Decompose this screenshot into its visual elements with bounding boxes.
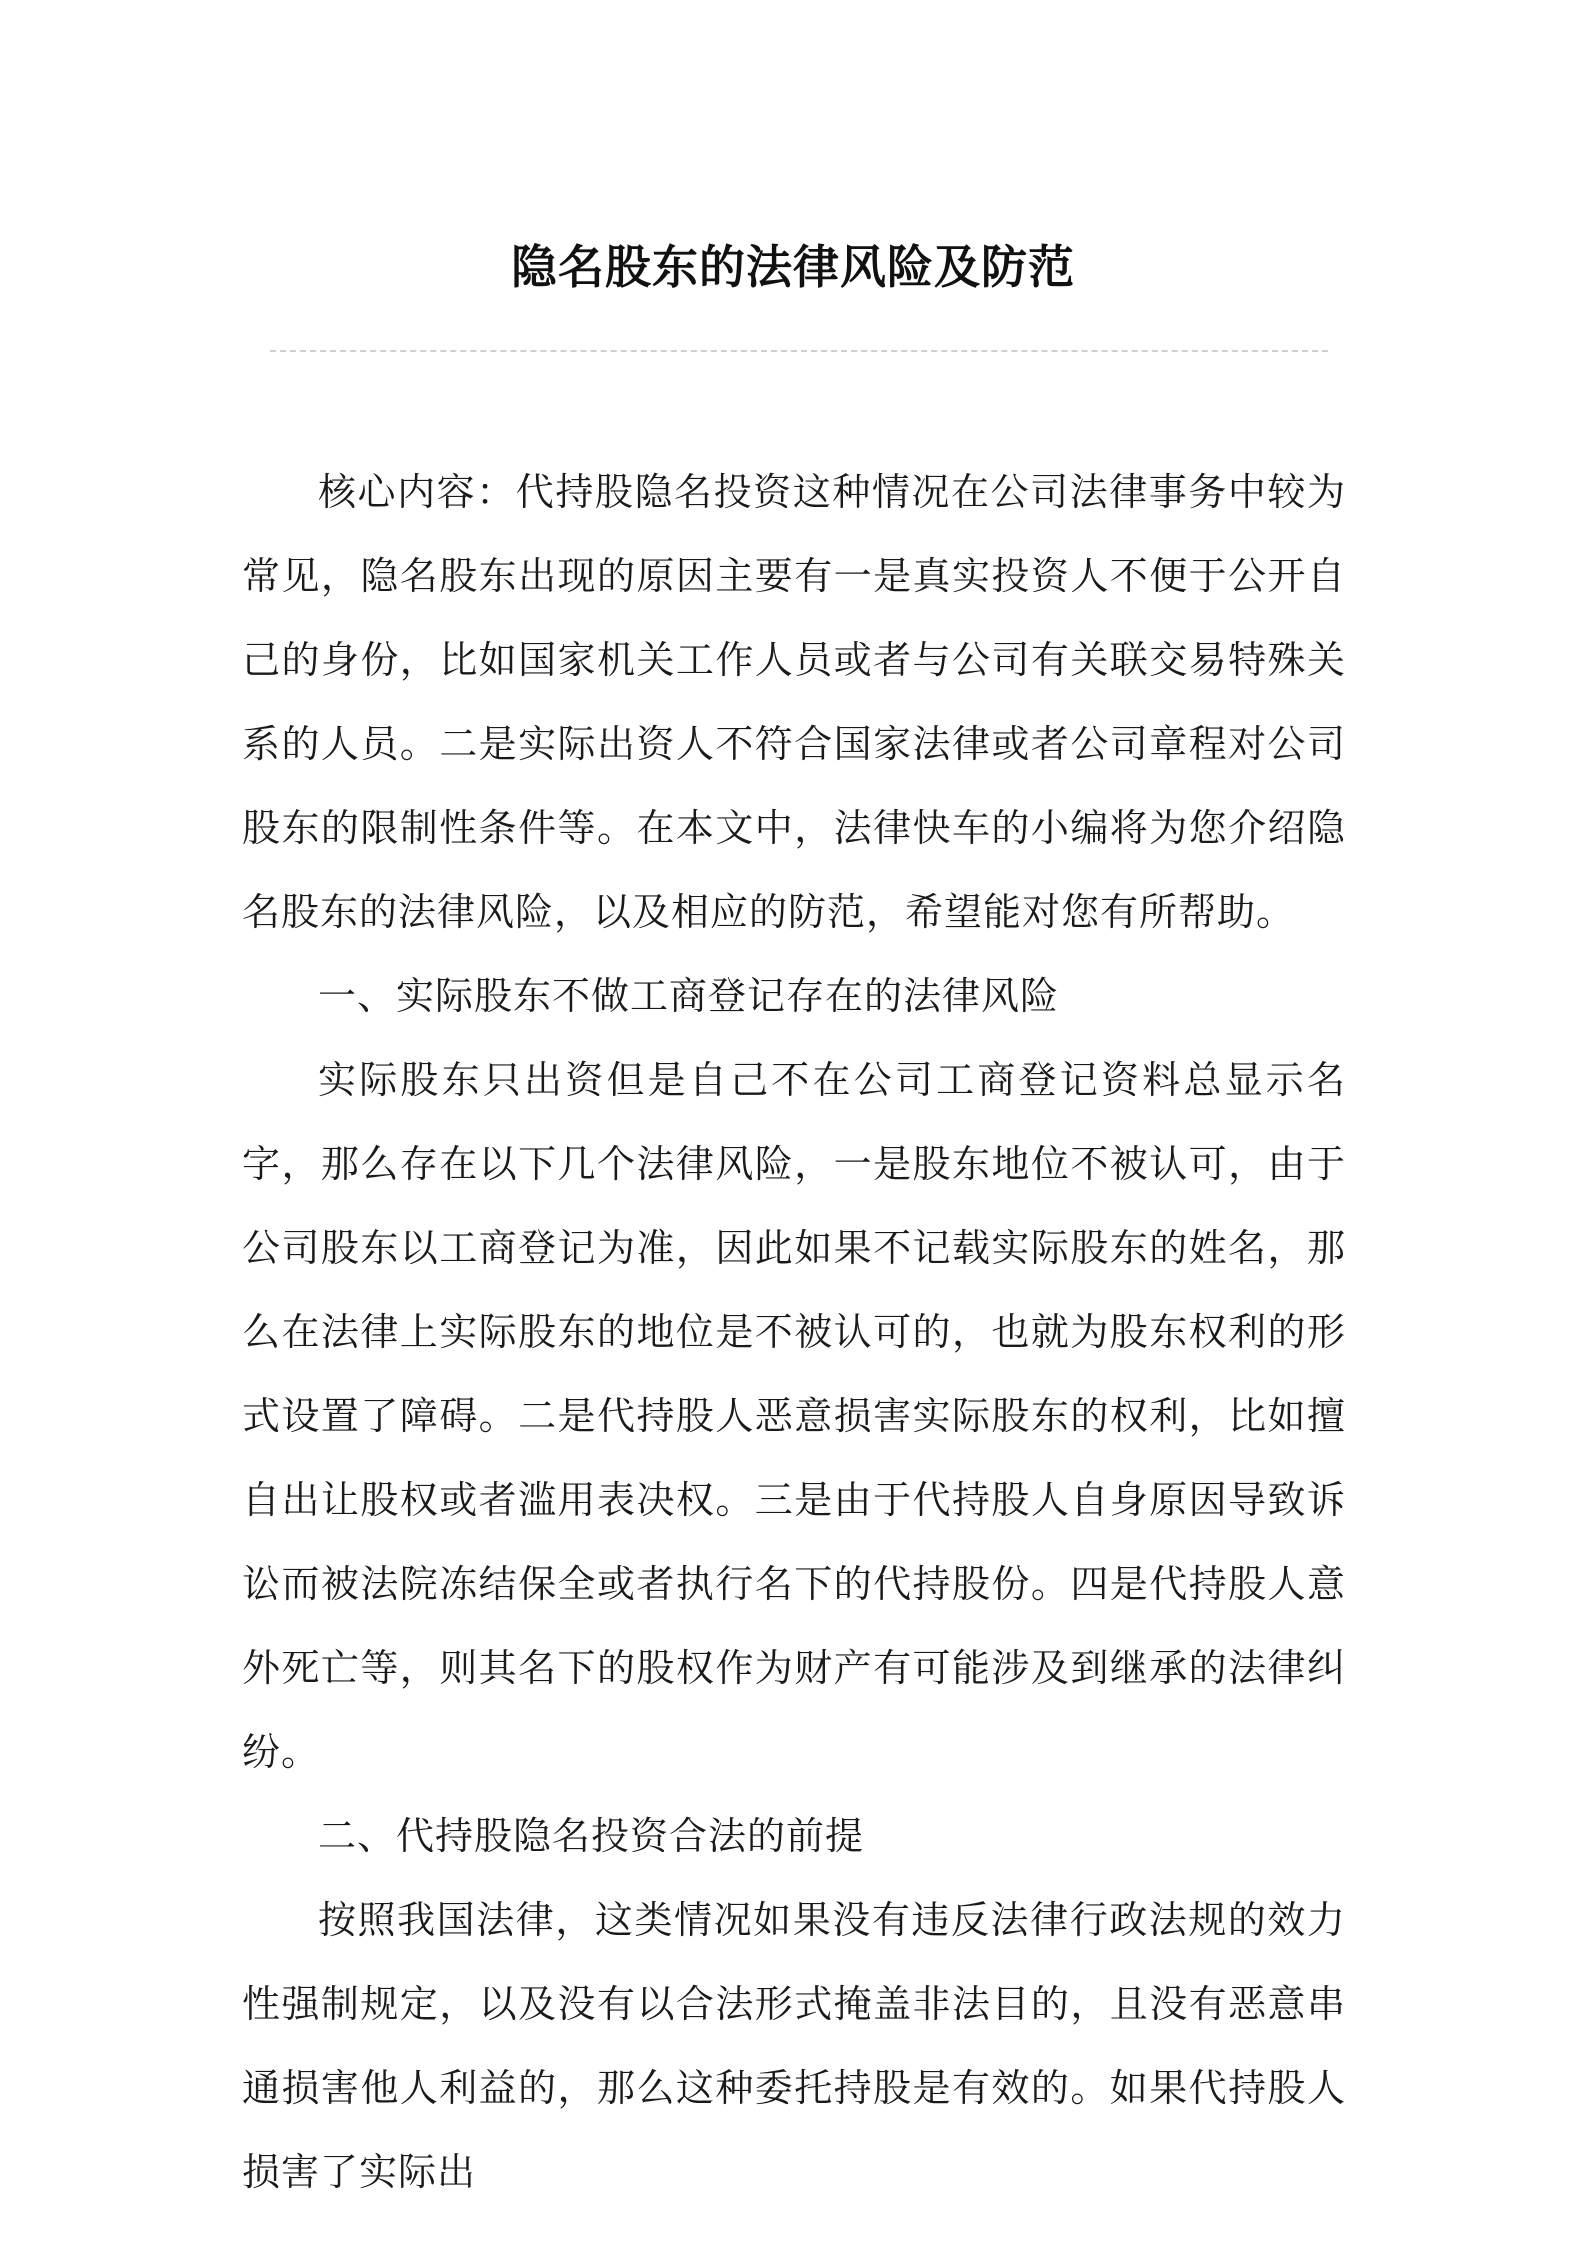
section-heading-2: 二、代持股隐名投资合法的前提: [318, 1814, 865, 1858]
document-body: [242, 450, 1346, 2214]
paragraph-section-1: 实际股东只出资但是自己不在公司工商登记资料总显示名字，那么存在以下几个法律风险，一是股东地位不被认可，由于公司股东以工商登记为准，因此如果不记载实际股东的姓名，那么在法律上实际股东的地位是不被认可的，也就为股东权利的形式设置了障碍。二是代持股人恶意损害实际股东的权利，比如擅自出让股权或者滥用表决权。三是由于代持股人自身原因导致诉讼而被法院冻结保全或者执行名下的代持股份。四是代持股人意外死亡等，则其名下的股权作为财产有可能涉及到继承的法律纠纷。: [242, 1058, 1346, 1774]
document-title: 隐名股东的法律风险及防范: [511, 240, 1075, 294]
paragraph-intro: 核心内容：代持股隐名投资这种情况在公司法律事务中较为常见，隐名股东出现的原因主要有一是真实投资人不便于公开自己的身份，比如国家机关工作人员或者与公司有关联交易特殊关系的人员。二是实际出资人不符合国家法律或者公司章程对公司股东的限制性条件等。在本文中，法律快车的小编将为您介绍隐名股东的法律风险，以及相应的防范，希望能对您有所帮助。: [242, 470, 1346, 934]
paragraph-section-2: 按照我国法律，这类情况如果没有违反法律行政法规的效力性强制规定，以及没有以合法形式掩盖非法目的，且没有恶意串通损害他人利益的，那么这种委托持股是有效的。如果代持股人损害了实际出: [242, 1898, 1346, 2194]
title-divider: [270, 350, 1328, 352]
section-heading-1: 一、实际股东不做工商登记存在的法律风险: [318, 974, 1060, 1018]
